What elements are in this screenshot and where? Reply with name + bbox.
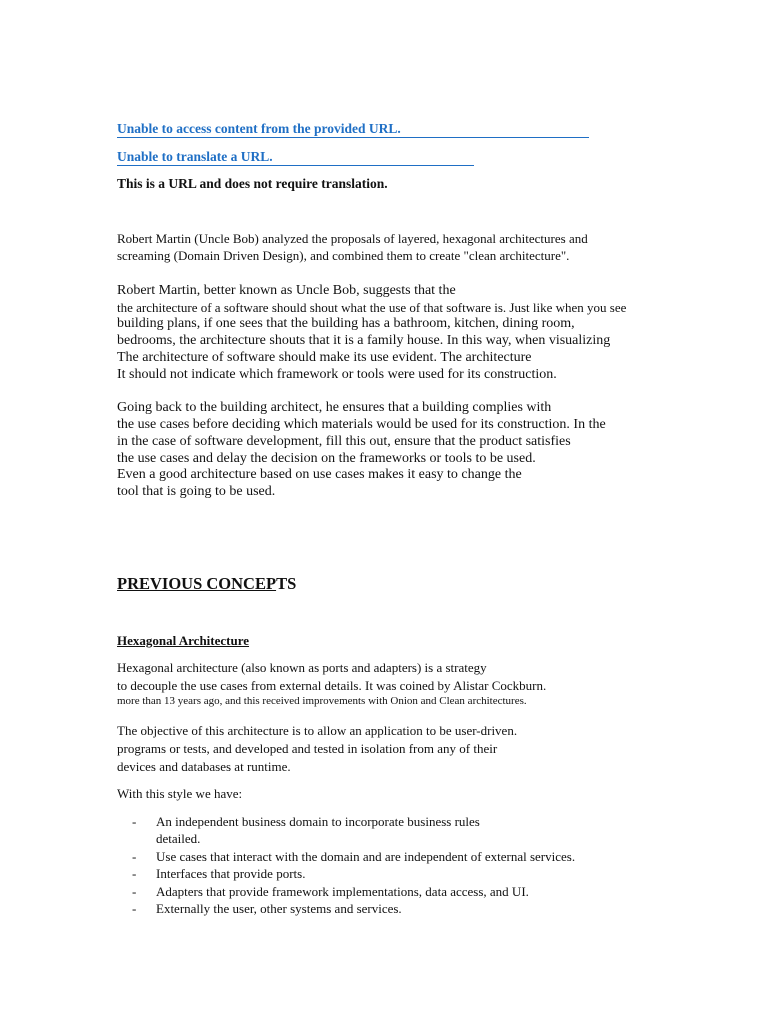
para2-line-6: It should not indicate which framework or tools were used for its construction. [117, 367, 557, 382]
list-item: An independent business domain to incorporate business rules [156, 814, 480, 829]
url-link-2[interactable]: Unable to translate a URL. [117, 150, 474, 166]
para2-line-1: Robert Martin, better known as Uncle Bob, suggests that the [117, 283, 456, 298]
hexagonal-heading: Hexagonal Architecture [117, 633, 250, 648]
list-item: Adapters that provide framework implementations, data access, and UI. [156, 884, 529, 899]
section-title-underlined: PREVIOUS CONCEP [117, 574, 277, 593]
hex-line-1: Hexagonal architecture (also known as ports and adapters) is a strategy [117, 660, 487, 675]
hex-line-2: to decouple the use cases from external details. It was coined by Alistar Cockburn. [117, 678, 547, 693]
para2-line-3: building plans, if one sees that the building has a bathroom, kitchen, dining room, [117, 316, 575, 331]
para2-line-5: The architecture of software should make its use evident. The architecture [117, 350, 532, 365]
list-item: Use cases that interact with the domain and are independent of external services. [156, 849, 576, 864]
para2-line-2: the architecture of a software should shout what the use of that software is. Just like when you see [117, 300, 627, 315]
objective-line-1: The objective of this architecture is to allow an application to be user-driven. [117, 723, 518, 738]
list-item: Interfaces that provide ports. [156, 866, 306, 881]
url-note: This is a URL and does not require translation. [117, 176, 388, 191]
intro-line-1: Robert Martin (Uncle Bob) analyzed the proposals of layered, hexagonal architectures and [117, 231, 588, 246]
para3-line-5: Even a good architecture based on use cases makes it easy to change the [117, 467, 522, 482]
para3-line-1: Going back to the building architect, he ensures that a building complies with [117, 400, 552, 415]
bullet-marker: - [132, 884, 137, 899]
list-item-continuation: detailed. [156, 831, 201, 846]
objective-line-2: programs or tests, and developed and tested in isolation from any of their [117, 741, 498, 756]
para3-line-2: the use cases before deciding which materials would be used for its construction. In the [117, 417, 606, 432]
bullet-marker: - [132, 814, 137, 829]
section-title [117, 576, 296, 593]
list-item: Externally the user, other systems and services. [156, 901, 402, 916]
para3-line-4: the use cases and delay the decision on the frameworks or tools to be used. [117, 451, 536, 466]
para3-line-3: in the case of software development, fill this out, ensure that the product satisfies [117, 434, 571, 449]
with-style-line: With this style we have: [117, 786, 243, 801]
para2-line-4: bedrooms, the architecture shouts that it is a family house. In this way, when visualizing [117, 333, 611, 348]
bullet-marker: - [132, 849, 137, 864]
section-title-rest: TS [276, 574, 297, 593]
para3-line-6: tool that is going to be used. [117, 484, 276, 499]
objective-line-3: devices and databases at runtime. [117, 759, 291, 774]
hex-line-3: more than 13 years ago, and this received improvements with Onion and Clean architectures. [117, 695, 527, 707]
bullet-marker: - [132, 866, 137, 881]
intro-line-2: screaming (Domain Driven Design), and combined them to create "clean architecture". [117, 248, 570, 263]
bullet-marker: - [132, 901, 137, 916]
url-link-1[interactable]: Unable to access content from the provided URL. [117, 122, 589, 138]
